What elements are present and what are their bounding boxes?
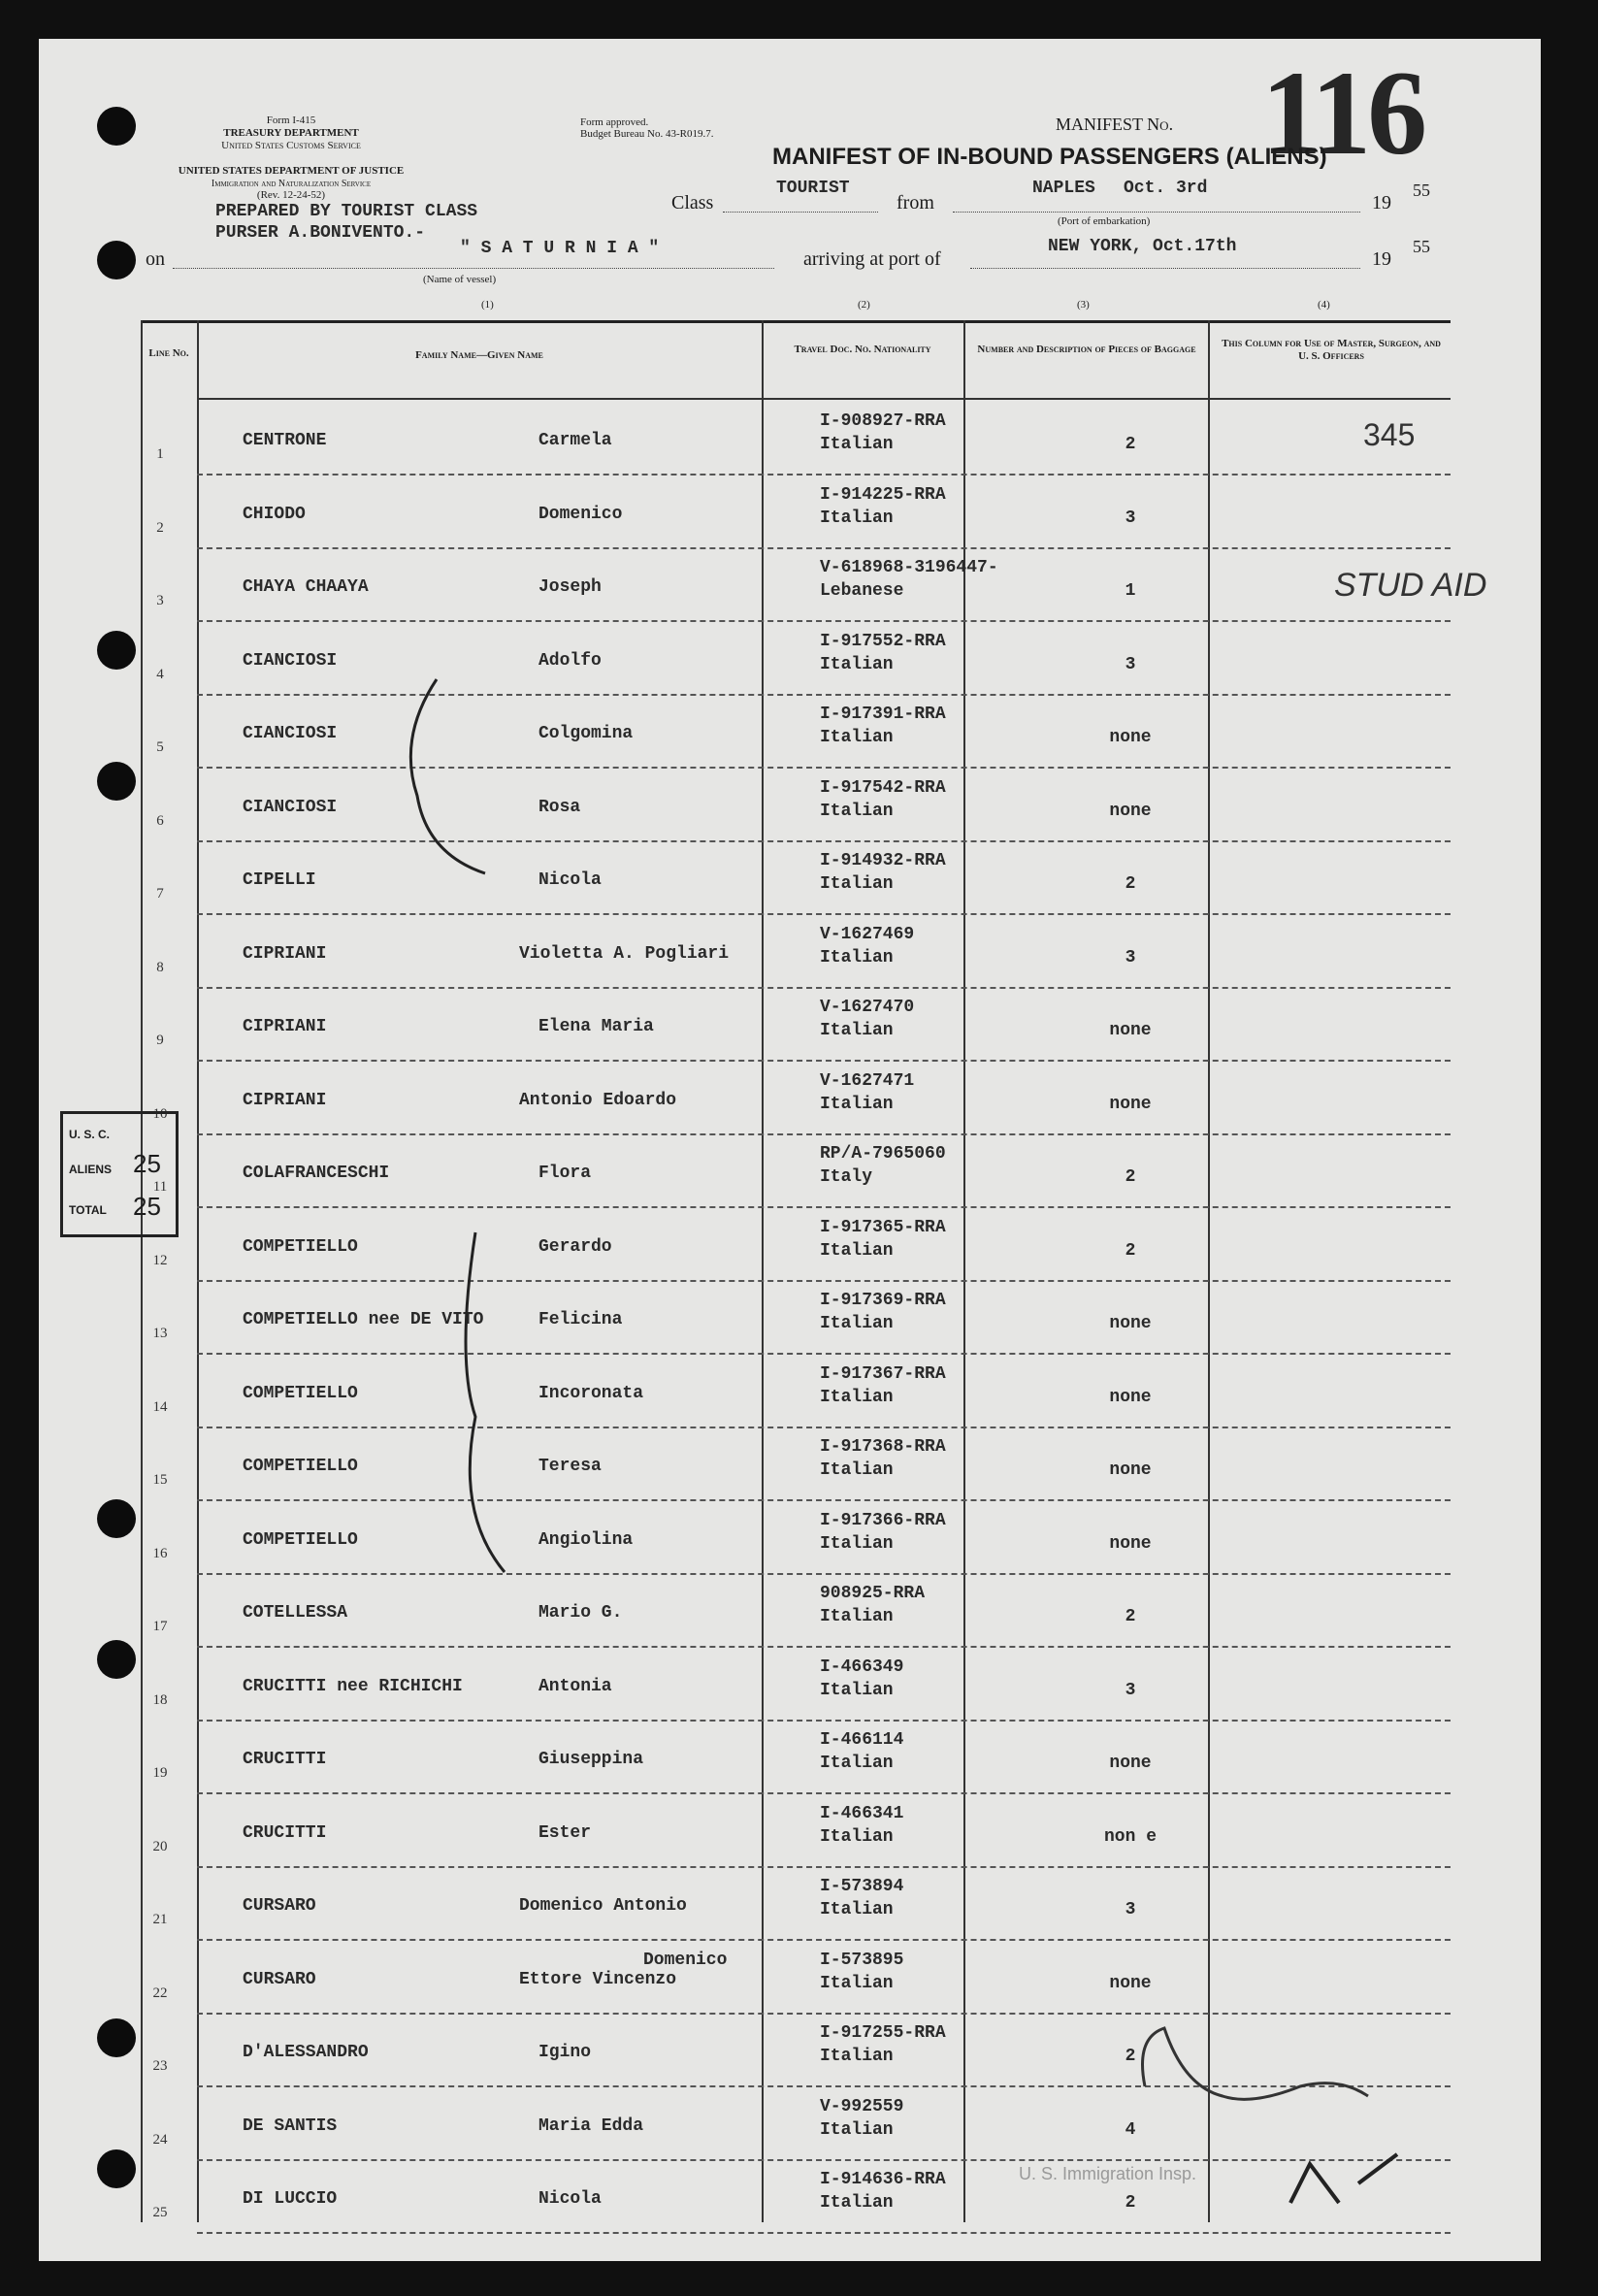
- nationality: Italian: [820, 1826, 894, 1847]
- col-num-1: (1): [481, 299, 494, 311]
- line-number: 16: [152, 1545, 168, 1561]
- travel-doc-number: V-992559: [820, 2096, 904, 2116]
- line-number: 9: [156, 1033, 164, 1048]
- vessel-name-label: (Name of vessel): [423, 274, 497, 285]
- travel-doc-number: I-914932-RRA: [820, 851, 946, 870]
- family-name: CIPELLI: [243, 870, 316, 890]
- manifest-title: MANIFEST OF IN-BOUND PASSENGERS (ALIENS): [772, 144, 1327, 170]
- baggage-count: none: [1109, 728, 1152, 747]
- stamp-total: TOTAL: [69, 1203, 107, 1217]
- line-number: 17: [152, 1619, 168, 1634]
- family-name: CHIODO: [243, 504, 306, 524]
- nationality: Italian: [820, 1900, 894, 1919]
- line-number: 2: [156, 519, 164, 536]
- nationality: Lebanese: [820, 581, 904, 601]
- family-name: COMPETIELLO: [243, 1529, 358, 1550]
- travel-doc-number: RP/A-7965060: [820, 1144, 946, 1164]
- year-suffix: 55: [1413, 180, 1430, 200]
- given-name: Teresa: [538, 1457, 602, 1476]
- nationality: Italian: [820, 2193, 894, 2213]
- travel-doc-number: I-917367-RRA: [820, 1363, 946, 1384]
- travel-doc-number: I-466114: [820, 1730, 904, 1750]
- nationality: Italian: [820, 435, 894, 454]
- baggage-count: 2: [1125, 2047, 1136, 2066]
- travel-doc-number: V-1627470: [820, 998, 915, 1017]
- baggage-count: none: [1109, 1387, 1152, 1407]
- nationality: Italian: [820, 801, 894, 821]
- travel-doc-number: V-618968-3196447-: [820, 558, 998, 577]
- family-name: D'ALESSANDRO: [243, 2043, 369, 2062]
- line-number: 3: [156, 593, 164, 608]
- prepared-by: PREPARED BY TOURIST CLASS: [215, 202, 478, 221]
- line-number: 12: [152, 1252, 168, 1268]
- travel-doc-number: I-917255-RRA: [820, 2023, 946, 2043]
- budget-bureau: Budget Bureau No. 43-R019.7.: [580, 128, 714, 140]
- travel-doc-number: I-908927-RRA: [820, 411, 946, 431]
- given-name: Maria Edda: [538, 2116, 644, 2136]
- line-number: 21: [152, 1912, 168, 1927]
- revision: (Rev. 12-24-52): [256, 189, 326, 201]
- baggage-count: 3: [1125, 1900, 1136, 1919]
- family-name: CIPRIANI: [243, 1017, 327, 1036]
- family-name: CURSARO: [243, 1969, 316, 1989]
- nationality: Italian: [820, 508, 894, 528]
- line-number: 25: [152, 2205, 168, 2220]
- stamp-aliens: ALIENS: [69, 1163, 113, 1176]
- line-number: 10: [152, 1105, 168, 1122]
- bracket-mark: [466, 1232, 505, 1572]
- family-name: DI LUCCIO: [243, 2189, 338, 2209]
- given-name: Giuseppina: [538, 1750, 644, 1769]
- baggage-count: none: [1109, 1973, 1152, 1993]
- given-name: Rosa: [538, 797, 581, 817]
- travel-doc-number: I-573895: [820, 1950, 904, 1970]
- family-name: CENTRONE: [243, 431, 327, 450]
- line-number: 20: [152, 1838, 168, 1854]
- given-name: Gerardo: [538, 1236, 612, 1257]
- family-name: COLAFRANCESCHI: [243, 1164, 390, 1183]
- given-name: Nicola: [538, 870, 602, 890]
- given-name: Violetta A. Pogliari: [519, 943, 730, 964]
- class-value: TOURIST: [776, 179, 850, 198]
- col-num-2: (2): [858, 299, 870, 311]
- stamp-total-value: 25: [133, 1192, 161, 1221]
- travel-doc-number: I-917369-RRA: [820, 1291, 946, 1310]
- nationality: Italian: [820, 1387, 894, 1407]
- given-name: Incoronata: [538, 1383, 644, 1403]
- given-name: Flora: [538, 1164, 592, 1183]
- form-approved: Form approved.: [580, 116, 649, 128]
- family-name: CIANCIOSI: [243, 724, 338, 743]
- given-name: Domenico: [538, 504, 623, 524]
- given-name: Elena Maria: [538, 1017, 654, 1036]
- line-number: 1: [156, 446, 164, 462]
- ins-service: Immigration and Naturalization Service: [211, 179, 372, 189]
- family-name: CIPRIANI: [243, 943, 327, 964]
- baggage-count: none: [1109, 1460, 1152, 1480]
- nationality: Italian: [820, 1021, 894, 1040]
- nationality: Italian: [820, 728, 894, 747]
- nationality: Italian: [820, 1314, 894, 1333]
- line-number: 14: [152, 1398, 168, 1415]
- baggage-count: 2: [1125, 435, 1136, 454]
- baggage-count: 2: [1125, 1167, 1136, 1187]
- baggage-count: 3: [1125, 508, 1136, 528]
- given-name: Ettore Vincenzo: [519, 1969, 677, 1989]
- header-line-no: Line No.: [148, 347, 189, 359]
- baggage-count: 1: [1125, 581, 1136, 601]
- line-number: 22: [152, 1984, 168, 2001]
- travel-doc-number: I-917368-RRA: [820, 1437, 946, 1457]
- travel-doc-number: I-914636-RRA: [820, 2170, 946, 2189]
- travel-doc-number: I-466341: [820, 1803, 904, 1823]
- given-name: Carmela: [538, 431, 612, 450]
- arrival-year-suffix: 55: [1413, 237, 1430, 256]
- stamp-aliens-value: 25: [133, 1149, 161, 1178]
- nationality: Italian: [820, 1240, 894, 1261]
- treasury-dept: TREASURY DEPARTMENT: [223, 127, 359, 139]
- justice-dept: UNITED STATES DEPARTMENT OF JUSTICE: [178, 165, 405, 177]
- baggage-count: none: [1109, 1754, 1152, 1773]
- given-name: Ester: [538, 1822, 592, 1843]
- line-number: 5: [156, 739, 164, 755]
- given-name: Nicola: [538, 2189, 602, 2209]
- row1-note: 345: [1363, 417, 1416, 452]
- given-name: Igino: [538, 2043, 592, 2062]
- from-label: from: [897, 192, 934, 213]
- header-officers: This Column for Use of Master, Surgeon, and U. S. Officers: [1222, 338, 1441, 362]
- given-name: Domenico Antonio: [519, 1896, 687, 1916]
- family-name: COTELLESSA: [243, 1603, 348, 1623]
- travel-doc-number: I-914225-RRA: [820, 484, 946, 505]
- line-number: 23: [152, 2058, 168, 2074]
- line-number: 24: [152, 2131, 168, 2148]
- baggage-count: none: [1109, 1094, 1152, 1114]
- baggage-count: none: [1109, 1021, 1152, 1040]
- travel-doc-number: I-917542-RRA: [820, 777, 946, 798]
- baggage-count: 2: [1125, 874, 1136, 894]
- line-number: 19: [152, 1765, 168, 1781]
- baggage-count: 2: [1125, 2193, 1136, 2213]
- given-name: Joseph: [538, 577, 602, 597]
- bracket-mark: [410, 679, 485, 873]
- signature-mark: [1143, 2028, 1369, 2099]
- travel-doc-number: I-466349: [820, 1656, 904, 1677]
- nationality: Italian: [820, 2047, 894, 2066]
- manifest-no-label: MANIFEST No.: [1056, 115, 1174, 134]
- nationality: Italian: [820, 874, 894, 894]
- travel-doc-number: I-917391-RRA: [820, 705, 946, 724]
- header-family-name: Family Name—Given Name: [415, 349, 543, 361]
- family-name: CIANCIOSI: [243, 797, 338, 817]
- travel-doc-number: V-1627469: [820, 924, 915, 944]
- baggage-count: 3: [1125, 947, 1136, 968]
- baggage-count: 4: [1125, 2119, 1136, 2140]
- header-travel-doc: Travel Doc. No. Nationality: [794, 344, 931, 355]
- given-name: Felicina: [538, 1310, 623, 1329]
- bottom-stamp: U. S. Immigration Insp.: [1019, 2164, 1197, 2183]
- line-number: 18: [152, 1691, 168, 1708]
- baggage-count: 3: [1125, 1680, 1136, 1700]
- nationality: Italian: [820, 1533, 894, 1554]
- nationality: Italian: [820, 1973, 894, 1993]
- year-prefix: 19: [1372, 192, 1391, 213]
- baggage-count: 3: [1125, 654, 1136, 674]
- nationality: Italian: [820, 654, 894, 674]
- initials-mark: [1290, 2154, 1397, 2203]
- customs-service: United States Customs Service: [221, 140, 361, 151]
- arriving-label: arriving at port of: [803, 248, 941, 270]
- line-number: 4: [156, 666, 164, 682]
- family-name: CIPRIANI: [243, 1090, 327, 1110]
- nationality: Italian: [820, 1460, 894, 1480]
- baggage-count: none: [1109, 1314, 1152, 1333]
- nationality: Italian: [820, 947, 894, 968]
- family-name: CURSARO: [243, 1896, 316, 1916]
- form-number: Form I-415: [266, 115, 316, 126]
- manifest-number: 116: [1261, 47, 1424, 180]
- nationality: Italian: [820, 2119, 894, 2140]
- baggage-count: none: [1109, 1533, 1152, 1554]
- stamp-usc: U. S. C.: [69, 1128, 111, 1141]
- travel-doc-number: I-917366-RRA: [820, 1510, 946, 1530]
- family-name: COMPETIELLO: [243, 1383, 358, 1403]
- travel-doc-number: I-573894: [820, 1877, 904, 1896]
- family-name: COMPETIELLO: [243, 1236, 358, 1257]
- baggage-count: non e: [1103, 1826, 1157, 1847]
- travel-doc-number: I-917552-RRA: [820, 631, 946, 651]
- family-name: CRUCITTI: [243, 1822, 327, 1843]
- header-baggage: Number and Description of Pieces of Baggage: [977, 344, 1196, 355]
- line-number: 15: [152, 1472, 168, 1488]
- line-number: 8: [156, 959, 164, 975]
- baggage-count: 2: [1125, 1607, 1136, 1626]
- family-name: COMPETIELLO nee DE VITO: [243, 1310, 484, 1329]
- baggage-count: none: [1109, 801, 1152, 821]
- family-name: DE SANTIS: [243, 2116, 338, 2136]
- given-name: Angiolina: [538, 1529, 634, 1550]
- family-name: CRUCITTI nee RICHICHI: [243, 1676, 463, 1696]
- family-name: COMPETIELLO: [243, 1457, 358, 1476]
- from-value: NAPLES: [1032, 179, 1095, 198]
- given-name: Antonia: [538, 1676, 612, 1696]
- line-number: 6: [156, 812, 164, 829]
- nationality: Italian: [820, 1680, 894, 1700]
- baggage-count: 2: [1125, 1240, 1136, 1261]
- given-name: Colgomina: [538, 724, 634, 743]
- purser: PURSER A.BONIVENTO.-: [215, 223, 426, 243]
- port-of-embarkation-label: (Port of embarkation): [1058, 215, 1151, 227]
- travel-doc-number: V-1627471: [820, 1070, 915, 1091]
- vessel-name: " S A T U R N I A ": [460, 239, 660, 258]
- line-number: 11: [152, 1179, 168, 1195]
- on-label: on: [146, 248, 165, 270]
- given-name: Mario G.: [538, 1603, 623, 1623]
- travel-doc-number: 908925-RRA: [820, 1584, 926, 1603]
- nationality: Italian: [820, 1094, 894, 1114]
- col-num-3: (3): [1077, 299, 1090, 311]
- col-num-4: (4): [1318, 299, 1330, 311]
- given-name: Adolfo: [538, 650, 602, 671]
- arrival-port: NEW YORK, Oct.17th: [1048, 237, 1237, 256]
- travel-doc-number: I-917365-RRA: [820, 1217, 946, 1237]
- family-name: CIANCIOSI: [243, 650, 338, 671]
- class-label: Class: [671, 192, 714, 213]
- nationality: Italy: [820, 1167, 873, 1187]
- departure-date: Oct. 3rd: [1124, 179, 1208, 198]
- family-name: CRUCITTI: [243, 1750, 327, 1769]
- row3-note: STUD AID: [1334, 567, 1487, 604]
- family-name: CHAYA CHAAYA: [243, 577, 369, 597]
- line-number: 7: [156, 886, 164, 902]
- line-number: 13: [152, 1326, 168, 1341]
- given-name-extra: Domenico: [643, 1950, 728, 1970]
- arrival-year-prefix: 19: [1372, 248, 1391, 270]
- nationality: Italian: [820, 1754, 894, 1773]
- nationality: Italian: [820, 1607, 894, 1626]
- given-name: Antonio Edoardo: [519, 1090, 677, 1110]
